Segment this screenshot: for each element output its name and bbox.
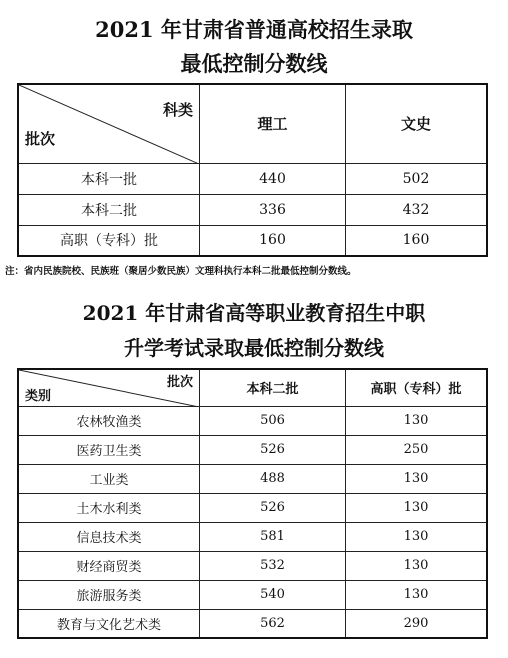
row-label: 信息技术类 (18, 522, 200, 551)
corner-top-label: 科类 (162, 101, 193, 119)
cell-value: 130 (346, 493, 488, 522)
table-row (18, 435, 487, 464)
cell-value: 488 (200, 464, 346, 493)
column-header: 理工 (200, 84, 346, 163)
row-label: 高职（专科）批 (18, 225, 200, 256)
cell-value: 581 (200, 522, 346, 551)
table-row (18, 406, 487, 435)
footnote: 注：省内民族院校、民族班（聚居少数民族）文理科执行本科二批最低控制分数线。 (5, 266, 357, 277)
cell-value: 540 (200, 580, 346, 609)
cell-value: 532 (200, 551, 346, 580)
table-row (18, 225, 487, 256)
row-label: 旅游服务类 (18, 580, 200, 609)
row-label: 本科一批 (18, 163, 200, 194)
cell-value: 526 (200, 435, 346, 464)
cell-value: 562 (200, 609, 346, 638)
cell-value: 290 (346, 609, 488, 638)
cell-value: 336 (200, 194, 346, 225)
title2-line2: 升学考试录取最低控制分数线 (124, 336, 384, 360)
cell-value: 506 (200, 406, 346, 435)
corner-top-label: 批次 (166, 375, 193, 390)
title1-line2: 最低控制分数线 (180, 51, 328, 76)
table-row (18, 580, 487, 609)
cell-value: 130 (346, 406, 488, 435)
corner-bottom-label: 类别 (25, 388, 52, 404)
row-label: 土木水利类 (18, 493, 200, 522)
diagonal-line (19, 85, 199, 164)
corner-bottom-label: 批次 (25, 129, 56, 148)
cell-value: 502 (346, 163, 488, 194)
cutoff-table-vocational (17, 368, 488, 639)
cell-value: 130 (346, 580, 488, 609)
column-header: 文史 (346, 84, 488, 163)
cell-value: 130 (346, 522, 488, 551)
cell-value: 160 (200, 225, 346, 256)
table1-corner-cell (18, 84, 200, 163)
table-row (18, 163, 487, 194)
column-header: 本科二批 (200, 369, 346, 406)
cell-value: 250 (346, 435, 488, 464)
cell-value: 160 (346, 225, 488, 256)
row-label: 财经商贸类 (18, 551, 200, 580)
row-label: 本科二批 (18, 194, 200, 225)
cell-value: 440 (200, 163, 346, 194)
cutoff-table-general (17, 83, 488, 257)
table2-corner-cell (18, 369, 200, 406)
column-header: 高职（专科）批 (346, 369, 488, 406)
title1-line1: 2021 年甘肃省普通高校招生录取 (95, 17, 413, 42)
row-label: 工业类 (18, 464, 200, 493)
row-label: 教育与文化艺术类 (18, 609, 200, 638)
table-row (18, 194, 487, 225)
table-row (18, 522, 487, 551)
cell-value: 432 (346, 194, 488, 225)
table-row (18, 464, 487, 493)
title2-line1: 2021 年甘肃省高等职业教育招生中职 (82, 301, 426, 325)
cell-value: 130 (346, 551, 488, 580)
table-row (18, 551, 487, 580)
cell-value: 526 (200, 493, 346, 522)
row-label: 农林牧渔类 (18, 406, 200, 435)
table-row (18, 493, 487, 522)
cell-value: 130 (346, 464, 488, 493)
row-label: 医药卫生类 (18, 435, 200, 464)
table-row (18, 609, 487, 638)
